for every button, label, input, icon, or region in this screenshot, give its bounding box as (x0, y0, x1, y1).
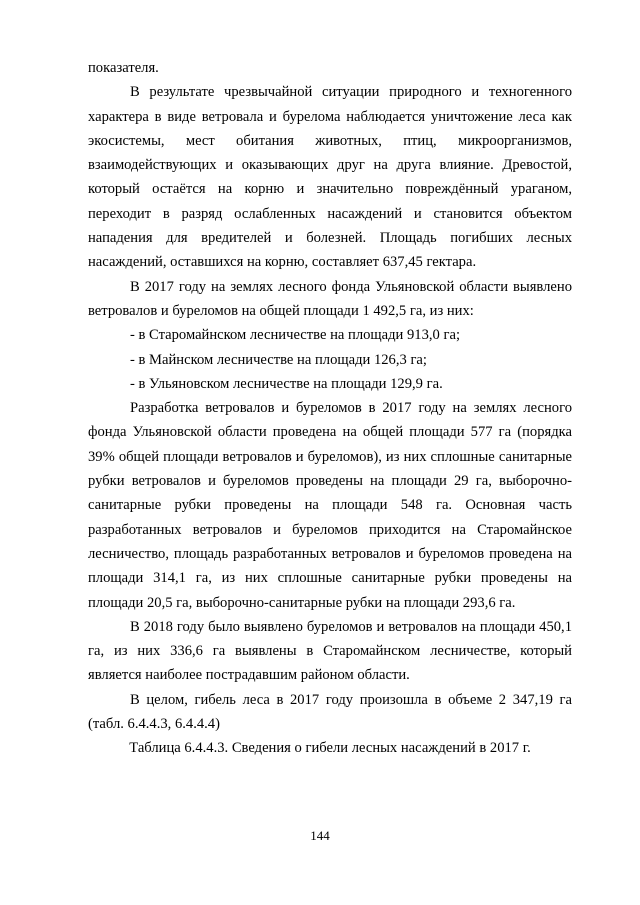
list-item: - в Майнском лесничестве на площади 126,3 га; (130, 351, 427, 368)
body-text (88, 56, 572, 761)
paragraph: В целом, гибель леса в 2017 году произошла в объеме 2 347,19 га (табл. 6.4.4.3, 6.4.4.4) (88, 691, 572, 733)
list-item: - в Ульяновском лесничестве на площади 129,9 га. (130, 375, 443, 392)
paragraph: В результате чрезвычайной ситуации природного и техногенного характера в виде ветровала и бурелома наблюдается уничтожение леса как экосистемы, мест обитания животных, птиц, микроорганизмов, взаимодействующих и оказывающих друг на друга влияние. Древостой, который остаётся на корню и значительно повреждённый ураганом, переходит в разряд ослабленных насаждений и становится объектом нападения для вредителей и болезней. Площадь погибших лесных насаждений, оставшихся на корню, составляет 637,45 гектара. (88, 84, 572, 271)
paragraph: Разработка ветровалов и буреломов в 2017 году на землях лесного фонда Ульяновской области проведена на общей площади 577 га (порядка 39% общей площади ветровалов и буреломов), из них сплошные санитарные рубки ветровалов и буреломов проведены на площади 29 га, выборочно-санитарные рубки проведены на площади 548 га. Основная часть разработанных ветровалов и буреломов приходится на Старомайнское лесничество, площадь разработанных ветровалов и буреломов проведена на площади 314,1 га, из них сплошные санитарные рубки проведены на площади 20,5 га, выборочно-санитарные рубки на площади 293,6 га. (88, 400, 572, 611)
list-item: - в Старомайнском лесничестве на площади 913,0 га; (130, 327, 461, 344)
paragraph: В 2017 году на землях лесного фонда Ульяновской области выявлено ветровалов и буреломов на общей площади 1 492,5 га, из них: (88, 278, 572, 319)
table-caption: Таблица 6.4.4.3. Сведения о гибели лесных насаждений в 2017 г. (129, 740, 531, 757)
page-number: 144 (310, 828, 330, 843)
paragraph-continuation: показателя. (88, 60, 159, 76)
paragraph: В 2018 году было выявлено буреломов и ветровалов на площади 450,1 га, из них 336,6 га выявлены в Старомайнском лесничестве, который является наиболее пострадавшим районом области. (88, 618, 572, 684)
